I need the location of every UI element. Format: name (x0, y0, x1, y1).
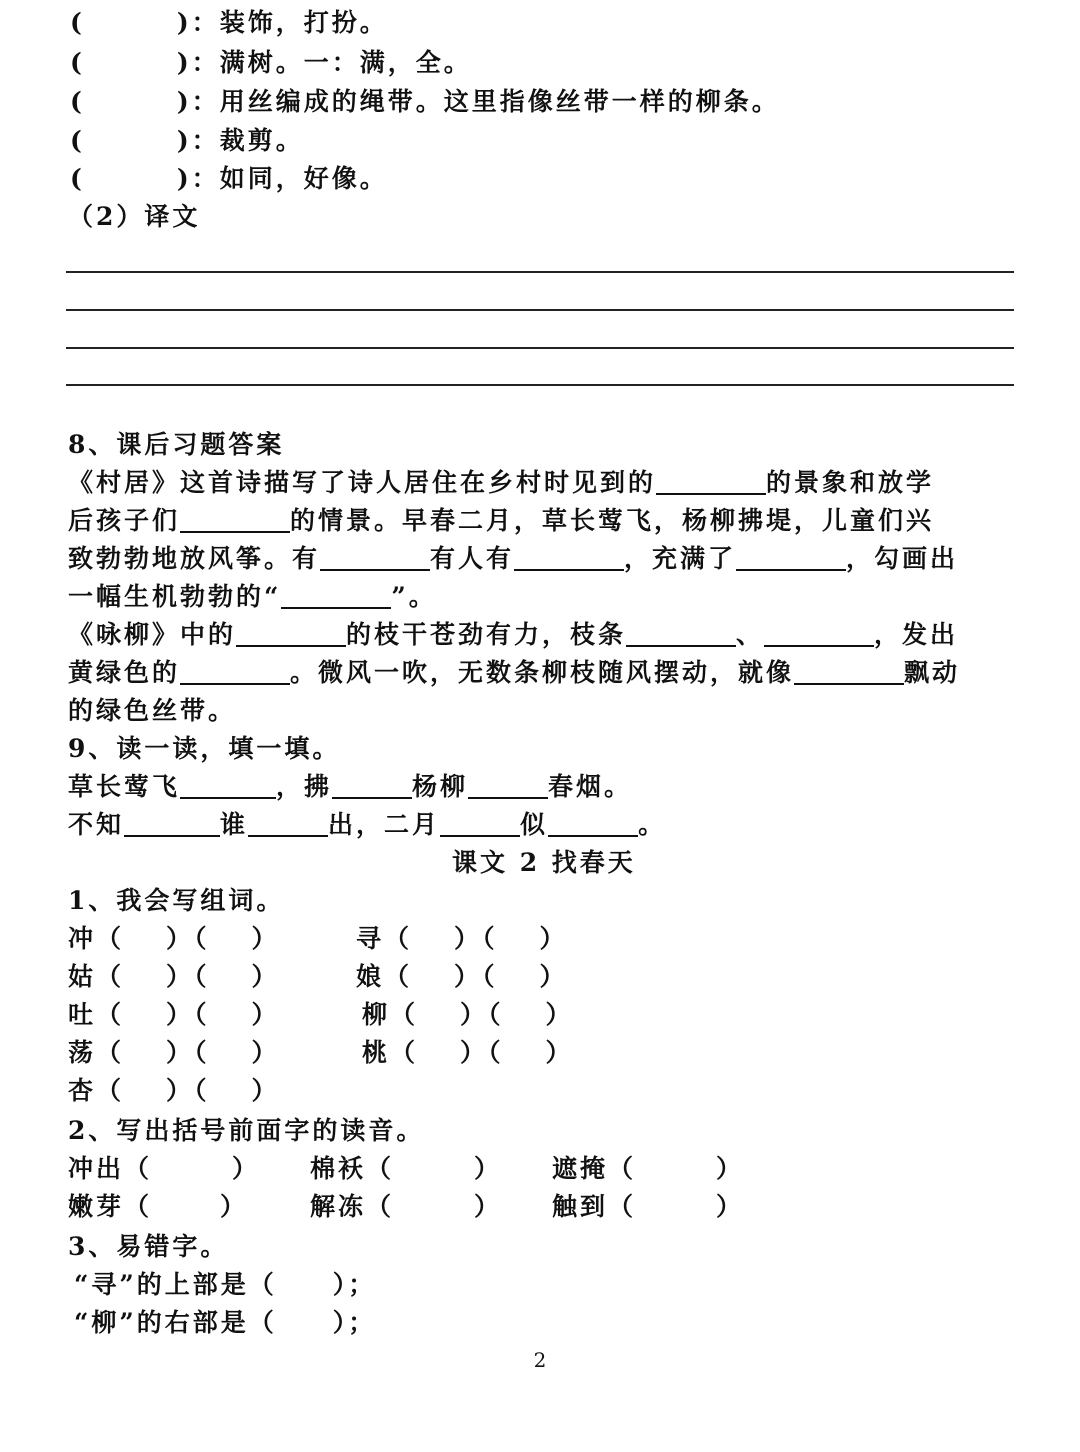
q8-line: 《咏柳》中的 的枝干苍劲有力，枝条 、 ，发出 (68, 620, 959, 649)
q9-line: 草长莺飞 ，拂 杨柳 春烟。 (68, 772, 633, 801)
definition-line: ( )：装饰，打扮。 (70, 8, 388, 37)
word-group: 柳（ ）（ ） (362, 1000, 574, 1029)
word-group: 冲（ ）（ ） (68, 924, 280, 953)
q8-line: 的绿色丝带。 (68, 696, 237, 725)
q8-line: 一幅生机勃勃的“ ”。 (68, 582, 437, 611)
definition-line: ( )：如同，好像。 (70, 164, 388, 193)
word-group: 荡（ ）（ ） (68, 1038, 280, 1067)
answer-line (66, 271, 1014, 273)
word-group: 杏（ ）（ ） (68, 1076, 280, 1105)
s3-line: “柳”的右部是（ ）； (74, 1308, 377, 1337)
s1-title: 1、我会写组词。 (68, 886, 285, 915)
pinyin-item: 触到（ ） (552, 1192, 745, 1221)
word-group: 娘（ ）（ ） (356, 962, 568, 991)
q8-line: 后孩子们 的情景。早春二月，草长莺飞，杨柳拂堤，儿童们兴 (68, 506, 935, 535)
pinyin-item: 遮掩（ ） (552, 1154, 745, 1183)
q8-title: 8、课后习题答案 (68, 430, 285, 459)
q9-title: 9、读一读，填一填。 (68, 734, 341, 763)
page-number: 2 (533, 1348, 547, 1372)
definition-line: ( )：用丝编成的绳带。这里指像丝带一样的柳条。 (70, 87, 780, 116)
s2-title: 2、写出括号前面字的读音。 (68, 1116, 425, 1145)
answer-line (66, 347, 1014, 349)
word-group: 寻（ ）（ ） (356, 924, 568, 953)
q8-line: 黄绿色的 。微风一吹，无数条柳枝随风摆动，就像 飘动 (68, 658, 961, 687)
definition-line: ( )：裁剪。 (70, 126, 304, 155)
pinyin-item: 冲出（ ） (68, 1154, 261, 1183)
word-group: 吐（ ）（ ） (68, 1000, 280, 1029)
pinyin-item: 棉袄（ ） (310, 1154, 503, 1183)
q8-line: 《村居》这首诗描写了诗人居住在乡村时见到的 的景象和放学 (68, 468, 935, 497)
answer-line (66, 309, 1014, 311)
s3-line: “寻”的上部是（ ）； (74, 1270, 377, 1299)
pinyin-item: 嫩芽（ ） (68, 1192, 249, 1221)
word-group: 姑（ ）（ ） (68, 962, 280, 991)
pinyin-item: 解冻（ ） (310, 1192, 503, 1221)
s3-title: 3、易错字。 (68, 1232, 229, 1261)
translation-label: （2）译文 (68, 202, 201, 231)
answer-line (66, 384, 1014, 386)
lesson-title: 课文 2 找春天 (452, 848, 636, 877)
word-group: 桃（ ）（ ） (362, 1038, 574, 1067)
definition-line: ( )：满树。一：满，全。 (70, 48, 472, 77)
q8-line: 致勃勃地放风筝。有 有人有 ，充满了 ，勾画出 (68, 544, 959, 573)
q9-line: 不知 谁 出，二月 似 。 (68, 810, 667, 839)
